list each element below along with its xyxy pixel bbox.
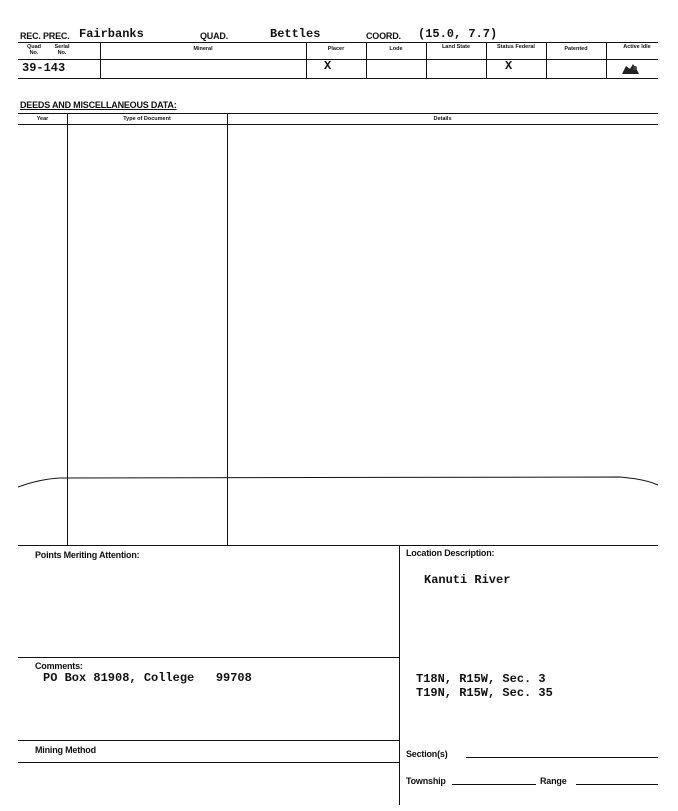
land-state-header: Land State	[441, 44, 471, 50]
deeds-bottom-rule	[18, 545, 658, 546]
status-federal-value: X	[505, 59, 513, 73]
range-field[interactable]	[576, 784, 658, 785]
deeds-top-rule	[18, 113, 658, 114]
col-divider	[606, 42, 607, 78]
deeds-title: DEEDS AND MISCELLANEOUS DATA:	[20, 100, 177, 110]
coord-label: COORD.	[366, 31, 401, 41]
serial-no-header: Serial No.	[54, 44, 70, 56]
rec-prec-label: REC. PREC.	[20, 31, 70, 41]
comments-label: Comments:	[35, 661, 83, 671]
deeds-header-rule	[18, 124, 658, 125]
quad-no-header: Quad No.	[26, 44, 42, 56]
col-divider	[426, 42, 427, 78]
lode-header: Lode	[389, 46, 403, 52]
sections-field[interactable]	[466, 757, 658, 758]
status-federal-header: Status Federal	[497, 44, 535, 50]
active-stamp-icon	[618, 60, 642, 78]
type-header: Type of Document	[123, 116, 171, 122]
header-row-rule	[18, 59, 658, 60]
fold-line	[0, 465, 678, 495]
points-bottom-rule	[18, 657, 399, 658]
quad-value: Bettles	[270, 27, 321, 41]
location-label: Location Description:	[406, 548, 495, 558]
mining-method-rule	[18, 762, 399, 763]
legal-description-1: T18N, R15W, Sec. 3	[416, 672, 546, 686]
bottom-col-divider	[399, 545, 400, 805]
placer-header: Placer	[327, 46, 345, 52]
header-bottom-rule	[18, 78, 658, 79]
year-header: Year	[36, 116, 49, 122]
location-value: Kanuti River	[424, 573, 511, 587]
comments-value: PO Box 81908, College 99708	[43, 671, 252, 685]
mining-method-label: Mining Method	[35, 745, 96, 755]
placer-value: X	[324, 59, 332, 73]
coord-value: (15.0, 7.7)	[418, 27, 498, 41]
township-field[interactable]	[452, 784, 536, 785]
comments-bottom-rule	[18, 740, 399, 741]
points-label: Points Meriting Attention:	[35, 550, 140, 560]
col-divider	[486, 42, 487, 78]
patented-header: Patented	[564, 46, 588, 52]
header-rule	[18, 42, 658, 43]
quad-serial-value: 39-143	[22, 61, 66, 75]
township-label: Township	[406, 776, 446, 786]
legal-description-2: T19N, R15W, Sec. 35	[416, 686, 553, 700]
mineral-header: Mineral	[193, 46, 213, 52]
rec-prec-value: Fairbanks	[79, 27, 144, 41]
active-idle-header: Active Idle	[623, 44, 651, 50]
sections-label: Section(s)	[406, 749, 448, 759]
quad-label: QUAD.	[200, 31, 228, 41]
range-label: Range	[540, 776, 567, 786]
details-header: Details	[433, 116, 452, 122]
